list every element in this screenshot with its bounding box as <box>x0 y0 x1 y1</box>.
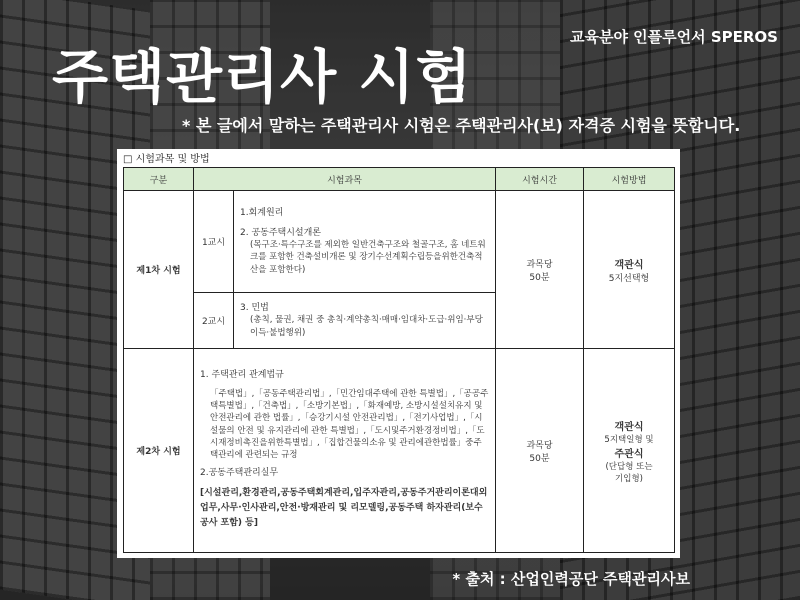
table-row <box>124 349 675 553</box>
header-subjects: 시험과목 <box>194 168 496 191</box>
subject-detail: [시설관리,환경관리,공동주택회계관리,입주자관리,공동주거관리이론대외업무,사무·인사관리,안전·방재관리 및 리모델링,공동주택 하자관리(보수공사 포함) 등] <box>200 487 488 529</box>
exam-info-card <box>117 149 680 558</box>
subject-item: 1. 주택관리 관계법규 <box>200 370 284 381</box>
header-method: 시험방법 <box>584 168 675 191</box>
header-category: 구분 <box>124 168 194 191</box>
source-note: * 출처 : 산업인력공단 주택관리사보 <box>452 570 690 588</box>
table-header-row <box>124 168 675 191</box>
subject-detail: 「주택법」,「공동주택관리법」,「민간임대주택에 관한 특별법」,「공공주택특별법」,「건축법」,「소방기본법」,「화재예방, 소방시설설치유지 및 안전관리에 관한 법률」,「승강기시설 안전관리법」,「전기사업법」,「시설물의 안전 및 유지관리에 관한 특별법」,「도시및주거환경정비법」,「도시재정비촉진을위한특별법」,「집합건물의소유 및 관리에관한법률」중주택관리에 관련되는 규정 <box>210 388 489 461</box>
second-exam-time <box>496 349 584 553</box>
time-text: 과목당 <box>526 259 553 270</box>
session-1-label: 1교시 <box>194 191 234 293</box>
second-exam-method <box>584 349 675 553</box>
method-text: 5지택일형 및 <box>604 434 654 445</box>
brand-label: 교육분야 인플루언서 SPEROS <box>569 28 778 46</box>
time-text: 50분 <box>529 272 550 283</box>
subject-item: 2. 공동주택시설개론 <box>240 228 322 239</box>
second-exam-subjects <box>194 349 496 553</box>
subject-detail: (총칙, 물권, 채권 중 총칙·계약총칙·매매·임대차·도급·위임·부당이득·불법행위) <box>250 315 483 338</box>
table-heading: □ 시험과목 및 방법 <box>123 154 210 165</box>
subject-item: 3. 민법 <box>240 303 269 314</box>
time-text: 50분 <box>529 453 550 464</box>
first-exam-label: 제1차 시험 <box>124 191 194 349</box>
subtitle-note: * 본 글에서 말하는 주택관리사 시험은 주택관리사(보) 자격증 시험을 뜻합니다. <box>182 116 741 135</box>
method-text: 기입형) <box>615 473 643 484</box>
method-text: 객관식 <box>614 259 644 271</box>
method-text: 객관식 <box>614 421 644 433</box>
session-2-subjects <box>234 293 496 349</box>
method-text: 주관식 <box>614 448 644 460</box>
first-exam-time <box>496 191 584 349</box>
table-row <box>124 191 675 293</box>
subject-item: 1.회계원리 <box>240 207 284 218</box>
time-text: 과목당 <box>526 440 553 451</box>
exam-subjects-table <box>123 167 675 553</box>
method-text: 5지선택형 <box>608 273 650 284</box>
session-1-subjects <box>234 191 496 293</box>
first-exam-method <box>584 191 675 349</box>
second-exam-label: 제2차 시험 <box>124 349 194 553</box>
session-2-label: 2교시 <box>194 293 234 349</box>
method-text: (단답형 또는 <box>605 461 653 472</box>
header-time: 시험시간 <box>496 168 584 191</box>
subject-detail: (목구조·특수구조를 제외한 일반건축구조와 철골구조, 홈 네트워크를 포함한 건축설비개론 및 장기수선계획수립등을위한건축적산을 포함한다) <box>250 240 486 275</box>
subject-item: 2.공동주택관리실무 <box>200 468 279 479</box>
page-title: 주택관리사 시험 <box>52 43 473 111</box>
